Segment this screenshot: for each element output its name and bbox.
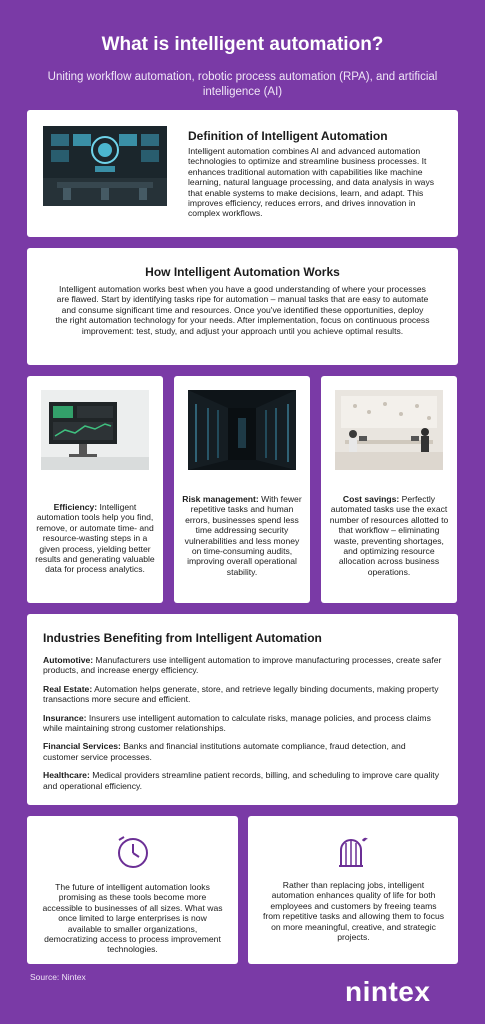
efficiency-card [27, 376, 163, 603]
industries-list [43, 655, 443, 799]
industry-item: Insurance: Insurers use intelligent automation to calculate risks, manage policies, and process claims while maintaining strong customer relationships. [43, 712, 431, 734]
page-subtitle: Uniting workflow automation, robotic process automation (RPA), and artificial intelligence (AI) [47, 71, 438, 98]
clock-icon [115, 834, 151, 870]
industry-item: Real Estate: Automation helps generate, store, and retrieve legally binding documents, making property transactions more secure and efficient. [43, 683, 439, 705]
page-title: What is intelligent automation? [101, 34, 384, 55]
monitor-image [41, 390, 149, 470]
industries-title: Industries Benefiting from Intelligent Automation [43, 631, 322, 645]
industry-item: Healthcare: Medical providers streamline patient records, billing, and scheduling to improve care quality and operational efficiency. [43, 770, 439, 791]
how-title: How Intelligent Automation Works [145, 265, 340, 279]
risk-card [174, 376, 310, 603]
industries-card [27, 614, 458, 805]
how-card [27, 248, 458, 365]
industry-item: Automotive: Manufacturers use intelligent automation to improve manufacturing processes, create safer products, and increase energy efficiency. [43, 655, 442, 676]
control-room-image [43, 126, 167, 206]
definition-body: Intelligent automation combines AI and advanced automation technologies to optimize and streamline business processes. It enhances traditional automation with capabilities like machine learning, natural language processing, and data analysis in ways that enable systems to make decisions, learn, and adapt. This improves efficiency, reduces errors, and drives innovation in complex workflows. [188, 146, 435, 219]
efficiency-text: Efficiency: Intelligent automation tools help you find, remove, or automate time- and resource-wasting steps in a given process, yielding better results and generating valuable data for process analytics. [35, 502, 155, 575]
risk-text: Risk management: With fewer repetitive tasks and human errors, businesses spend less time addressing security vulnerabilities and less money on time-consuming audits, improving overall operational stability. [182, 494, 302, 577]
cost-text: Cost savings: Perfectly automated tasks use the exact number of resources allotted to that workflow – eliminating waste, preventing shortages, and optimizing resource allocation across business operations. [329, 494, 449, 577]
nintex-logo: nintex [345, 976, 431, 1007]
source-note: Source: Nintex [30, 972, 86, 982]
future-text: The future of intelligent automation looks promising as these tools become more accessible to businesses of all sizes. What was once limited to large enterprises is now available to smaller organizations, democratizing access to process improvement technologies. [42, 882, 223, 955]
industry-item: Financial Services: Banks and financial institutions automate compliance, fraud detection, and customer service processes. [43, 741, 406, 762]
future-card [27, 816, 238, 964]
jobs-card [248, 816, 458, 964]
birdcage-icon [335, 834, 371, 870]
cost-card [321, 376, 457, 603]
jobs-text: Rather than replacing jobs, intelligent automation enhances quality of life for both employees and customers by freeing teams from repetitive tasks and allowing them to focus on more meaningful, creative, and strategic projects. [262, 880, 445, 943]
server-room-image [188, 390, 296, 470]
definition-title: Definition of Intelligent Automation [188, 129, 388, 143]
definition-card [27, 110, 458, 237]
office-image [335, 390, 443, 470]
how-body: Intelligent automation works best when you have a good understanding of where your processes are flawed. Start by identifying tasks ripe for automation – manual tasks that are easy to automate and consume significant time and resources. Once you've identified these opportunities, deploy the right automation technology for your needs. After implementation, focus on continuous process improvement: test, study, and adjust your approach until you achieve optimal results. [55, 284, 430, 336]
